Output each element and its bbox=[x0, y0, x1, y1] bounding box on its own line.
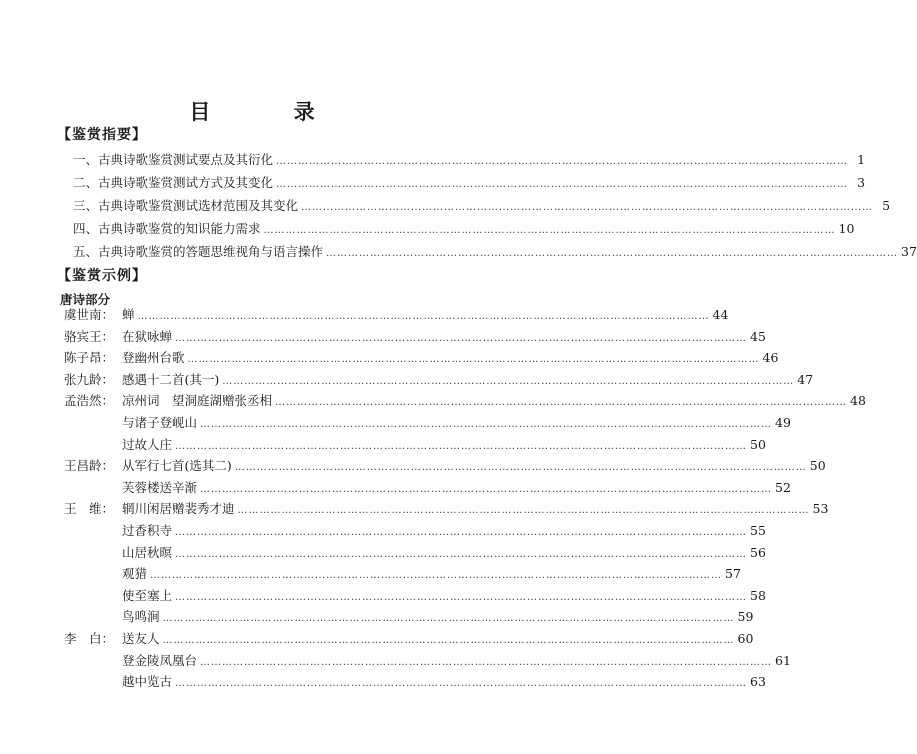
toc-entry[interactable] bbox=[64, 499, 829, 519]
toc-entry[interactable] bbox=[73, 219, 855, 239]
leader-dots: ………………………………………………………………………………………………………………………………………… bbox=[276, 156, 849, 167]
page-number: 45 bbox=[750, 328, 766, 344]
toc-entry[interactable] bbox=[64, 564, 741, 584]
leader-dots: ………………………………………………………………………………………………………………………………………… bbox=[326, 248, 899, 259]
poem-title: 过香积寺 bbox=[122, 523, 173, 538]
entry-title: 三、古典诗歌鉴赏测试选材范围及其变化 bbox=[73, 198, 299, 213]
leader-dots: ………………………………………………………………………………………………………………………………………… bbox=[222, 375, 795, 387]
poem-title: 感遇十二首(其一) bbox=[122, 371, 220, 387]
poet-name: 孟浩然： bbox=[64, 393, 115, 409]
page-number: 1 bbox=[857, 152, 866, 167]
poet-name: 虞世南： bbox=[64, 307, 115, 322]
page-number: 60 bbox=[737, 631, 754, 646]
page-number: 44 bbox=[712, 307, 729, 322]
toc-entry[interactable] bbox=[64, 586, 766, 606]
toc-entry[interactable] bbox=[64, 607, 754, 627]
leader-dots: ………………………………………………………………………………………………………………………………………… bbox=[200, 483, 773, 495]
subsection-heading: 唐诗部分 bbox=[60, 292, 111, 307]
poem-title: 登金陵凤凰台 bbox=[122, 652, 198, 668]
poem-title: 观猎 bbox=[122, 566, 148, 582]
poem-title: 越中览古 bbox=[122, 674, 173, 690]
poem-title: 凉州词 望洞庭湖赠张丞相 bbox=[122, 393, 273, 409]
toc-entry[interactable] bbox=[64, 456, 826, 476]
poem-title: 山居秋暝 bbox=[122, 544, 173, 560]
section-heading-examples: 【鉴赏示例】 bbox=[57, 268, 147, 284]
toc-entry[interactable] bbox=[64, 305, 729, 325]
poet-name: 陈子昂： bbox=[64, 350, 115, 366]
page-title: 目 录 bbox=[189, 99, 353, 124]
page-number: 63 bbox=[750, 674, 766, 690]
leader-dots: ………………………………………………………………………………………………………………………………………… bbox=[275, 397, 848, 409]
page-number: 48 bbox=[850, 393, 866, 409]
leader-dots: ………………………………………………………………………………………………………………………………………… bbox=[263, 225, 836, 236]
leader-dots: ………………………………………………………………………………………………………………………………………… bbox=[301, 202, 874, 213]
entry-title: 二、古典诗歌鉴赏测试方式及其变化 bbox=[73, 175, 274, 190]
leader-dots: ………………………………………………………………………………………………………………………………………… bbox=[200, 419, 773, 430]
page-number: 3 bbox=[857, 175, 866, 190]
page-number: 47 bbox=[797, 371, 814, 387]
leader-dots: ………………………………………………………………………………………………………………………………………… bbox=[175, 332, 748, 344]
page-number: 58 bbox=[750, 587, 766, 603]
leader-dots: ………………………………………………………………………………………………………………………………………… bbox=[200, 656, 773, 668]
page-number: 55 bbox=[750, 523, 766, 538]
page-number: 53 bbox=[812, 501, 829, 517]
page-number: 59 bbox=[737, 609, 754, 625]
entry-title: 一、古典诗歌鉴赏测试要点及其衍化 bbox=[73, 152, 274, 167]
page-number: 10 bbox=[838, 221, 855, 236]
poem-title: 在狱咏蝉 bbox=[122, 328, 173, 344]
poet-name: 王 维： bbox=[64, 501, 115, 517]
leader-dots: ………………………………………………………………………………………………………………………………………… bbox=[162, 635, 735, 646]
page-number: 46 bbox=[762, 350, 779, 366]
toc-entry[interactable] bbox=[64, 521, 766, 541]
leader-dots: ………………………………………………………………………………………………………………………………………… bbox=[187, 354, 760, 366]
toc-entry[interactable] bbox=[64, 327, 766, 347]
toc-entry[interactable] bbox=[64, 391, 866, 411]
poem-title: 鸟鸣涧 bbox=[122, 609, 160, 625]
entry-title: 五、古典诗歌鉴赏的答题思维视角与语言操作 bbox=[73, 244, 324, 259]
page-number: 50 bbox=[809, 458, 826, 474]
leader-dots: ………………………………………………………………………………………………………………………………………… bbox=[137, 311, 710, 322]
page-number: 49 bbox=[775, 415, 791, 430]
leader-dots: ………………………………………………………………………………………………………………………………………… bbox=[175, 678, 748, 690]
poem-title: 使至塞上 bbox=[122, 587, 173, 603]
page-number: 52 bbox=[775, 479, 791, 495]
leader-dots: ………………………………………………………………………………………………………………………………………… bbox=[175, 440, 748, 452]
leader-dots: ………………………………………………………………………………………………………………………………………… bbox=[175, 548, 748, 560]
leader-dots: ………………………………………………………………………………………………………………………………………… bbox=[175, 591, 748, 603]
poet-name: 李 白： bbox=[64, 631, 115, 646]
page-number: 61 bbox=[775, 652, 791, 668]
poem-title: 过故人庄 bbox=[122, 436, 173, 452]
poem-title: 与诸子登岘山 bbox=[122, 415, 198, 430]
toc-entry[interactable] bbox=[64, 370, 814, 390]
toc-entry[interactable] bbox=[64, 348, 779, 368]
page-number: 5 bbox=[882, 198, 891, 213]
poem-title: 辋川闲居赠裴秀才迪 bbox=[122, 501, 235, 517]
poem-title: 登幽州台歌 bbox=[122, 350, 185, 366]
toc-entry[interactable] bbox=[64, 629, 754, 649]
toc-entry[interactable] bbox=[64, 413, 791, 433]
poem-title: 蝉 bbox=[122, 307, 135, 322]
leader-dots: ………………………………………………………………………………………………………………………………………… bbox=[234, 462, 807, 474]
poem-title: 芙蓉楼送辛渐 bbox=[122, 479, 198, 495]
poem-title: 送友人 bbox=[122, 631, 160, 646]
leader-dots: ………………………………………………………………………………………………………………………………………… bbox=[276, 179, 849, 190]
toc-entry[interactable] bbox=[73, 196, 891, 216]
leader-dots: ………………………………………………………………………………………………………………………………………… bbox=[175, 527, 748, 538]
section-heading-guide: 【鉴赏指要】 bbox=[57, 127, 147, 143]
poet-name: 王昌龄： bbox=[64, 458, 115, 474]
toc-entry[interactable] bbox=[73, 242, 917, 262]
toc-entry[interactable] bbox=[64, 435, 766, 455]
toc-entry[interactable] bbox=[64, 478, 791, 498]
toc-entry[interactable] bbox=[73, 150, 866, 170]
leader-dots: ………………………………………………………………………………………………………………………………………… bbox=[237, 505, 810, 517]
page-number: 57 bbox=[725, 566, 741, 582]
poem-title: 从军行七首(选其二) bbox=[122, 458, 232, 474]
page-number: 56 bbox=[750, 544, 766, 560]
poet-name: 骆宾王： bbox=[64, 328, 115, 344]
page-number: 37 bbox=[901, 244, 917, 259]
leader-dots: ………………………………………………………………………………………………………………………………………… bbox=[162, 613, 735, 625]
entry-title: 四、古典诗歌鉴赏的知识能力需求 bbox=[73, 221, 261, 236]
page-number: 50 bbox=[750, 436, 766, 452]
toc-entry[interactable] bbox=[64, 543, 766, 563]
poet-name: 张九龄： bbox=[64, 371, 115, 387]
toc-entry[interactable] bbox=[64, 672, 766, 692]
toc-entry[interactable] bbox=[73, 173, 866, 193]
leader-dots: ………………………………………………………………………………………………………………………………………… bbox=[150, 570, 723, 582]
toc-entry[interactable] bbox=[64, 651, 791, 671]
